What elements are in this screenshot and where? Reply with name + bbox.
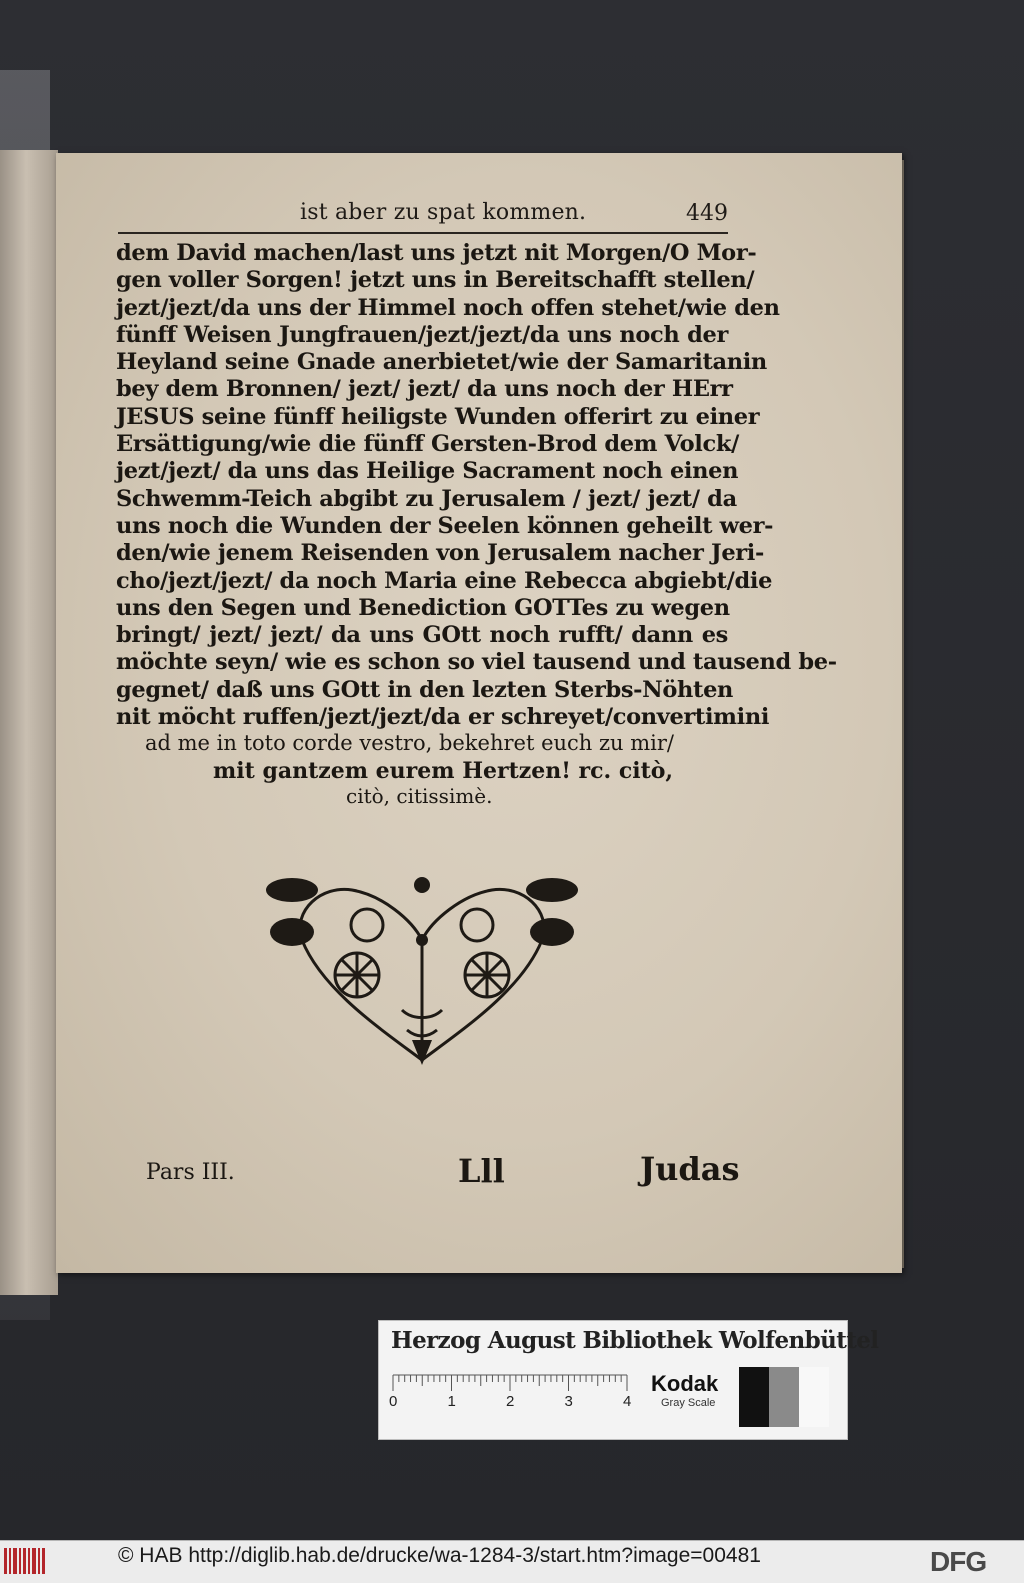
body-line: uns noch die Wunden der Seelen können geheilt wer- bbox=[116, 512, 774, 539]
ruler-scale bbox=[389, 1373, 632, 1410]
catchword: Judas bbox=[640, 1150, 740, 1188]
sheet-mark: Lll bbox=[458, 1152, 505, 1190]
body-line: dem David machen/last uns jetzt nit Morgen/O Mor- bbox=[116, 240, 757, 266]
gray-swatches bbox=[739, 1367, 829, 1427]
closing-line-2: mit gantzem eurem Hertzen! rc. citò, bbox=[213, 758, 674, 784]
body-line: jezt/jezt/da uns der Himmel noch offen stehet/wie den bbox=[116, 294, 780, 321]
library-name: Herzog August Bibliothek Wolfenbüttel bbox=[391, 1327, 879, 1354]
hab-barcode-logo-icon bbox=[4, 1546, 48, 1576]
dfg-logo: DFG bbox=[930, 1546, 987, 1577]
body-line: uns den Segen und Benediction GOTTes zu wegen bbox=[116, 594, 730, 621]
body-line: fünff Weisen Jungfrauen/jezt/jezt/da uns noch der bbox=[116, 321, 728, 348]
floral-ornament-icon bbox=[262, 870, 582, 1070]
color-target-card bbox=[378, 1320, 879, 1440]
body-line: möchte seyn/ wie es schon so viel tausend und tausend be- bbox=[116, 649, 837, 676]
swatch-white bbox=[799, 1367, 829, 1427]
ruler-number: 2 bbox=[506, 1393, 515, 1410]
swatch-gray bbox=[769, 1367, 799, 1427]
closing-line-3: citò, citissimè. bbox=[346, 784, 493, 808]
source-link[interactable]: © HAB http://diglib.hab.de/drucke/wa-1284-3/start.htm?image=00481 bbox=[118, 1544, 761, 1567]
gray-scale-label: Gray Scale bbox=[661, 1397, 716, 1409]
body-line: bey dem Bronnen/ jezt/ jezt/ da uns noch der HErr bbox=[116, 376, 733, 403]
body-line: gegnet/ daß uns GOtt in den lezten Sterbs-Nöhten bbox=[116, 676, 734, 703]
body-line: Ersättigung/wie die fünff Gersten-Brod dem Volck/ bbox=[116, 431, 739, 458]
body-text bbox=[116, 240, 837, 731]
ruler-number: 3 bbox=[564, 1393, 573, 1410]
body-line: jezt/jezt/ da uns das Heilige Sacrament noch einen bbox=[116, 458, 739, 485]
body-line: Schwemm-Teich abgibt zu Jerusalem / jezt/ jezt/ da bbox=[116, 485, 737, 512]
running-head: ist aber zu spat kommen. bbox=[300, 200, 587, 225]
ruler-number: 1 bbox=[447, 1393, 456, 1410]
closing-line-1: ad me in toto corde vestro, bekehret euch zu mir/ bbox=[145, 731, 674, 755]
body-line: gen voller Sorgen! jetzt uns in Bereitschafft stellen/ bbox=[116, 267, 755, 294]
page-number: 449 bbox=[686, 201, 728, 226]
body-line: den/wie jenem Reisenden von Jerusalem nacher Jeri- bbox=[116, 540, 764, 567]
body-line: cho/jezt/jezt/ da noch Maria eine Rebecca abgiebt/die bbox=[116, 567, 773, 594]
ruler-number: 0 bbox=[389, 1393, 398, 1410]
body-line: bringt/ jezt/ jezt/ da uns GOtt noch rufft/ dann es bbox=[116, 622, 728, 649]
facing-page-edge bbox=[0, 150, 58, 1295]
signature-mark: Pars III. bbox=[146, 1160, 235, 1185]
body-line: nit möcht ruffen/jezt/jezt/da er schreyet/convertimini bbox=[116, 704, 770, 731]
body-line: Heyland seine Gnade anerbietet/wie der Samaritanin bbox=[116, 349, 767, 376]
head-rule bbox=[118, 232, 728, 234]
ruler-number: 4 bbox=[623, 1393, 632, 1410]
body-line: JESUS seine fünff heiligste Wunden offerirt zu einer bbox=[116, 403, 760, 430]
kodak-logo: Kodak bbox=[651, 1371, 719, 1396]
swatch-black bbox=[739, 1367, 769, 1427]
